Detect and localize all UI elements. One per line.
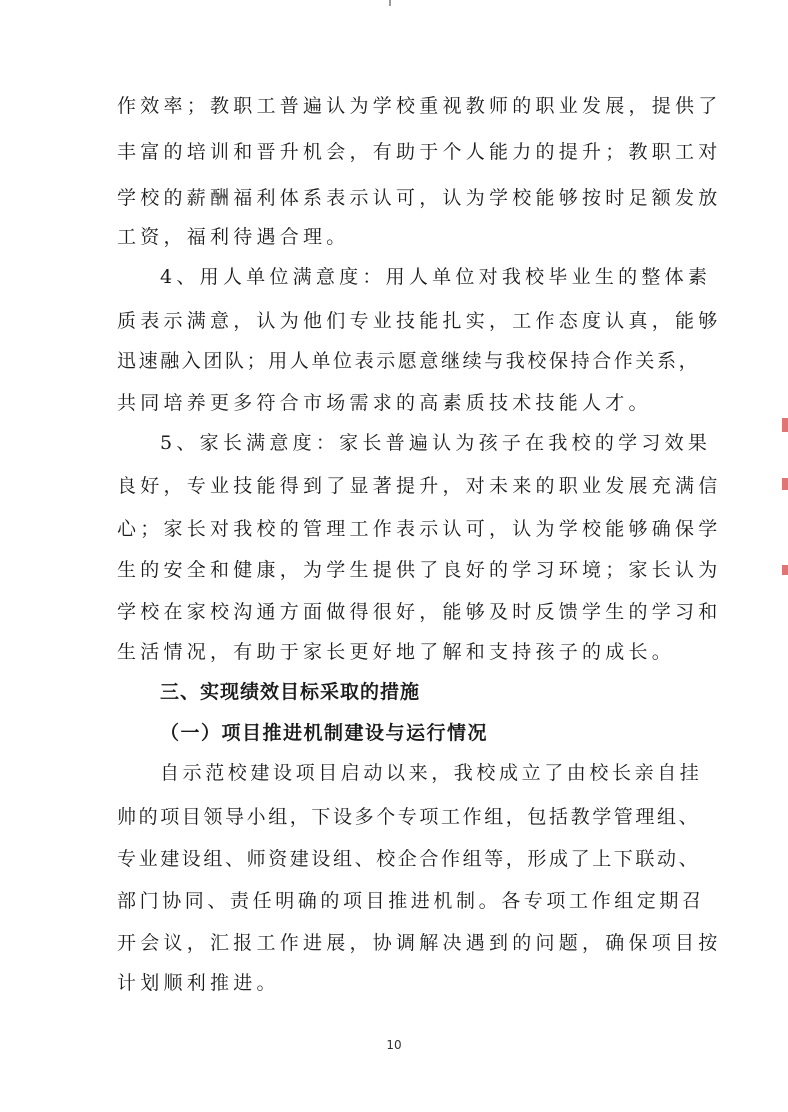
paragraph-line: 4、用人单位满意度：用人单位对我校毕业生的整体素	[160, 266, 712, 288]
paragraph-line: 心；家长对我校的管理工作表示认可，认为学校能够确保学	[117, 518, 722, 540]
paragraph-line: 专业建设组、师资建设组、校企合作组等，形成了上下联动、	[117, 848, 701, 870]
paragraph-line: 帅的项目领导小组，下设多个专项工作组，包括教学管理组、	[117, 806, 701, 828]
paragraph-line: 良好，专业技能得到了显著提升，对未来的职业发展充满信	[117, 475, 722, 497]
paragraph-line: 开会议，汇报工作进展，协调解决遇到的问题，确保项目按	[117, 932, 722, 954]
paragraph-line: 工资，福利待遇合理。	[117, 226, 350, 248]
paragraph-line: 共同培养更多符合市场需求的高素质技术技能人才。	[117, 392, 652, 414]
subsection-heading: （一）项目推进机制建设与运行情况	[160, 722, 489, 744]
paragraph-line: 学校的薪酬福利体系表示认可，认为学校能够按时足额发放	[117, 187, 722, 209]
paragraph-line: 丰富的培训和晋升机会，有助于个人能力的提升；教职工对	[117, 141, 722, 163]
paragraph-line: 学校在家校沟通方面做得很好，能够及时反馈学生的学习和	[117, 601, 722, 623]
paragraph-line: 迅速融入团队；用人单位表示愿意继续与我校保持合作关系，	[117, 350, 701, 372]
paragraph-line: 生的安全和健康，为学生提供了良好的学习环境；家长认为	[117, 559, 722, 581]
section-heading: 三、实现绩效目标采取的措施	[160, 681, 421, 703]
paragraph-line: 计划顺利推进。	[117, 972, 280, 994]
margin-edge-mark	[782, 418, 788, 432]
margin-edge-mark	[782, 478, 788, 490]
paragraph-line: 质表示满意，认为他们专业技能扎实，工作态度认真，能够	[117, 310, 722, 332]
paragraph-line: 5、家长满意度：家长普遍认为孩子在我校的学习效果	[160, 432, 712, 454]
page-number: 10	[386, 1038, 402, 1052]
top-edge-mark	[389, 0, 391, 6]
paragraph-line: 部门协同、责任明确的项目推进机制。各专项工作组定期召	[117, 890, 705, 912]
margin-edge-mark	[782, 565, 788, 575]
paragraph-line: 作效率；教职工普遍认为学校重视教师的职业发展，提供了	[117, 95, 722, 117]
paragraph-line: 自示范校建设项目启动以来，我校成立了由校长亲自挂	[160, 762, 703, 784]
paragraph-line: 生活情况，有助于家长更好地了解和支持孩子的成长。	[117, 641, 676, 663]
